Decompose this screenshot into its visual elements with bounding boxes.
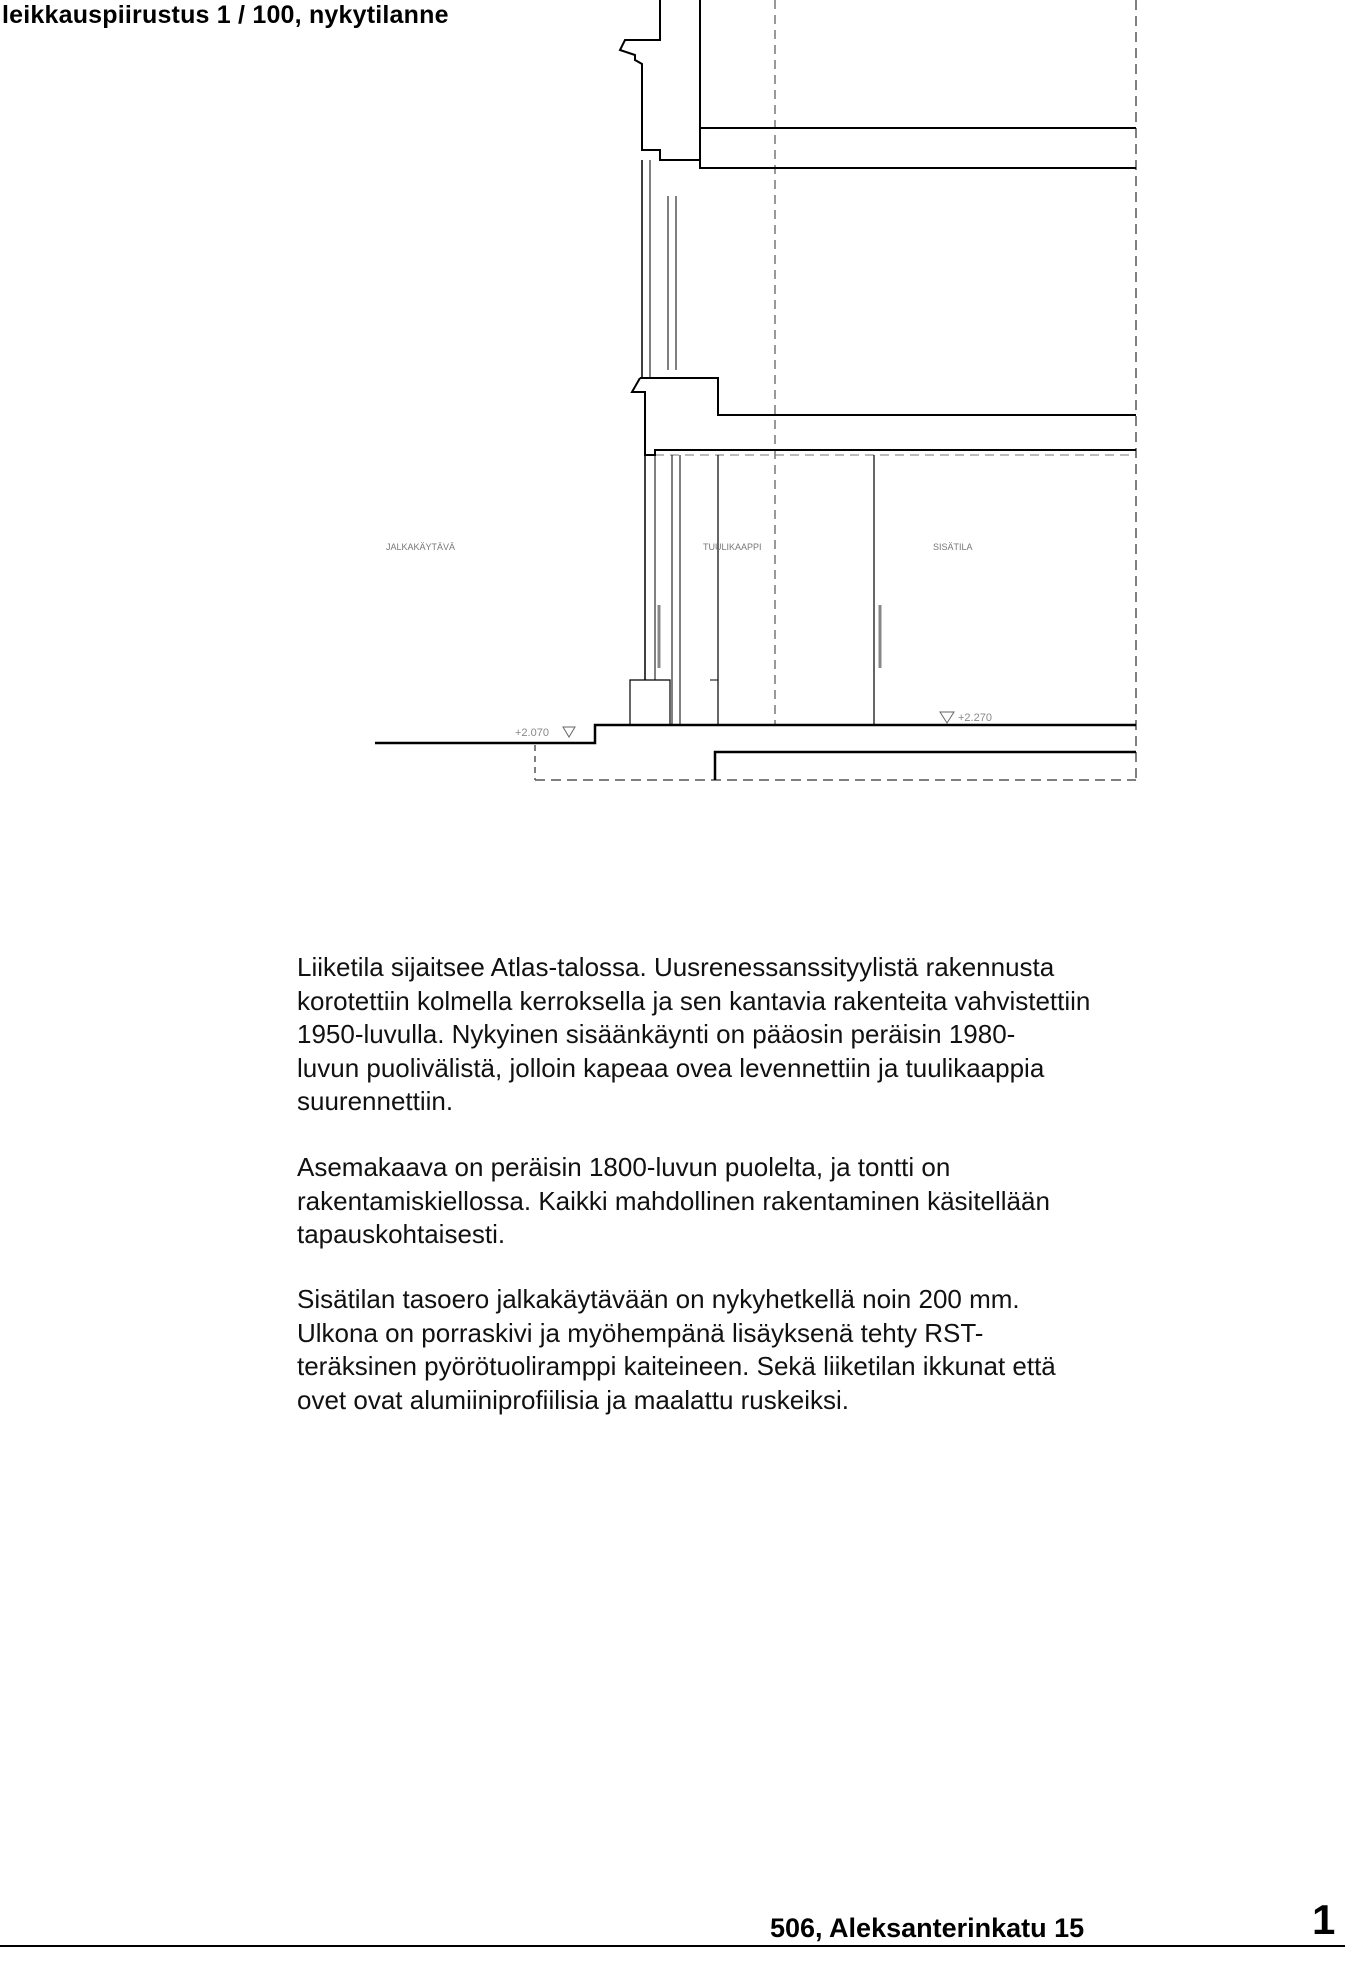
text-line: korotettiin kolmella kerroksella ja sen kantavia rakenteita vahvistettiin: [297, 985, 1091, 1016]
level-marker-outside: [563, 727, 575, 737]
footer-rule: [0, 1945, 1345, 1947]
text-line: Liiketila sijaitsee Atlas-talossa. Uusrenessanssityylistä rakennusta: [297, 952, 1055, 982]
paragraph-zoning: [297, 1151, 1277, 1252]
label-vestibule: TUULIKAAPPI: [703, 542, 762, 552]
text-line: rakentamiskiellossa. Kaikki mahdollinen rakentaminen käsitellään: [297, 1185, 1050, 1216]
cornice-2: [632, 378, 1136, 455]
paragraph-accessibility: [297, 1283, 1277, 1417]
text-line: Sisätilan tasoero jalkakäytävään on nykyhetkellä noin 200 mm.: [297, 1284, 1020, 1314]
text-line: tapauskohtaisesti.: [297, 1219, 506, 1249]
text-line: luvun puolivälistä, jolloin kapeaa ovea levennettiin ja tuulikaappia: [297, 1052, 1045, 1083]
slab-1: [620, 0, 700, 160]
section-drawing: [0, 0, 1345, 800]
level-outside: +2.070: [515, 727, 549, 739]
page-number: 1: [1312, 1896, 1336, 1943]
drawing-title: leikkauspiirustus 1 / 100, nykytilanne: [2, 1, 449, 29]
text-line: teräksinen pyörötuoliramppi kaiteineen. Sekä liiketilan ikkunat että: [297, 1351, 1056, 1381]
level-marker-inside: [940, 712, 954, 723]
text-line: Asemakaava on peräisin 1800-luvun puolelta, ja tontti on: [297, 1152, 951, 1182]
label-interior: SISÄTILA: [933, 542, 973, 552]
footer-project-title: 506, Aleksanterinkatu 15: [770, 1913, 1085, 1943]
paragraph-building-history: [297, 951, 1277, 1119]
basement-slab: [715, 752, 1136, 780]
slab-1-bottom: [660, 160, 1136, 168]
plinth: [630, 680, 670, 725]
text-line: 1950-luvulla. Nykyinen sisäänkäynti on pääosin peräisin 1980-: [297, 1019, 1016, 1049]
sidewalk-line: [375, 725, 1136, 743]
slab-2: [640, 378, 1136, 415]
floor-slab-upper: [700, 0, 1136, 128]
level-inside: +2.270: [958, 712, 992, 724]
label-sidewalk: JALKAKÄYTÄVÄ: [386, 542, 456, 552]
text-line: suurennettiin.: [297, 1086, 454, 1116]
text-line: Ulkona on porraskivi ja myöhempänä lisäyksenä tehty RST-: [297, 1317, 984, 1348]
text-line: ovet ovat alumiiniprofiilisia ja maalattu ruskeiksi.: [297, 1384, 850, 1415]
